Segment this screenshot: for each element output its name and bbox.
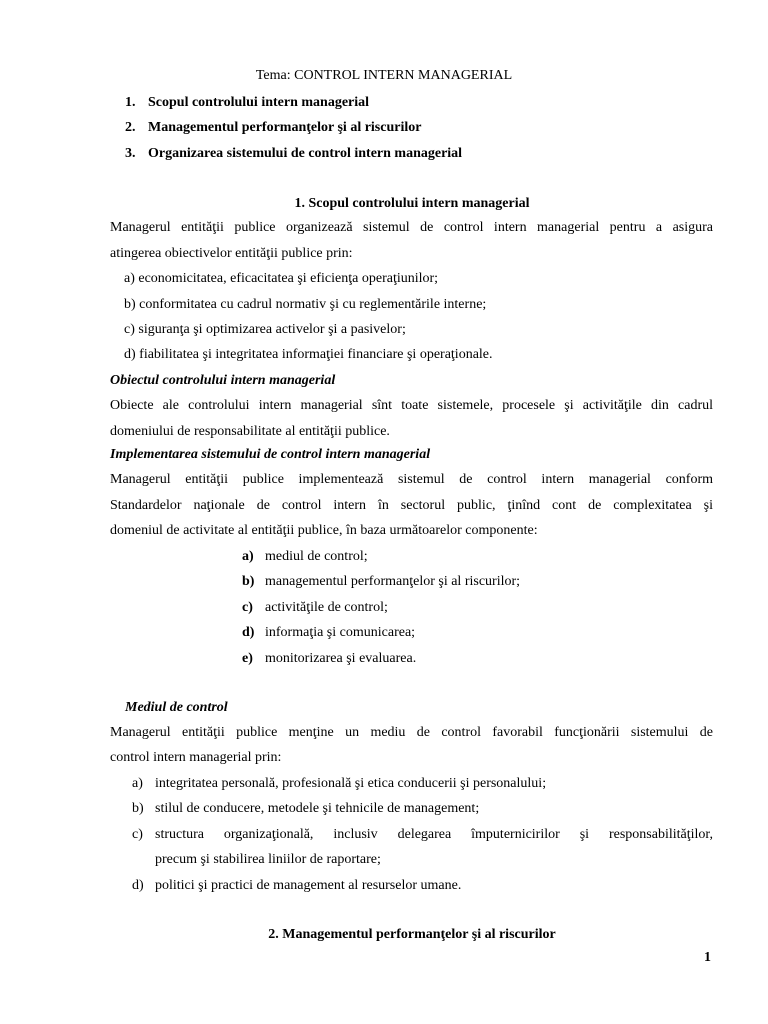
- paragraph-line: atingerea obiectivelor entităţii publice prin:: [110, 246, 353, 261]
- section-heading: 2. Managementul performanţelor şi al riscurilor: [268, 927, 556, 942]
- list-label: a): [132, 776, 143, 791]
- toc-item: Organizarea sistemului de control intern managerial: [148, 146, 463, 161]
- toc-number: 2.: [125, 120, 136, 135]
- list-label: c): [242, 600, 253, 615]
- list-item-continuation: precum şi stabilirea liniilor de raportare;: [155, 852, 381, 867]
- subsection-heading: Mediul de control: [125, 700, 228, 715]
- subsection-heading: Obiectul controlului intern managerial: [110, 373, 336, 388]
- list-label: c): [132, 827, 143, 842]
- list-item: activităţile de control;: [265, 600, 388, 615]
- list-item: monitorizarea şi evaluarea.: [265, 651, 417, 666]
- list-label: a): [242, 549, 254, 564]
- paragraph-line: Managerul entităţii publice implementează sistemul de control intern managerial conform: [110, 472, 713, 487]
- section-heading: 1. Scopul controlului intern managerial: [294, 196, 530, 211]
- paragraph-line: Obiecte ale controlului intern managerial sînt toate sistemele, procesele şi activităţile din cadrul: [110, 398, 713, 413]
- paragraph-line: domeniul de activitate al entităţii publice, în baza următoarelor componente:: [110, 523, 538, 538]
- toc-item: Scopul controlului intern managerial: [148, 95, 370, 110]
- list-item: b) conformitatea cu cadrul normativ şi cu reglementările interne;: [124, 297, 487, 312]
- list-label: e): [242, 651, 253, 666]
- paragraph-line: domeniului de responsabilitate al entităţii publice.: [110, 424, 390, 439]
- list-item: politici şi practici de management al resurselor umane.: [155, 878, 462, 893]
- page-number: 1: [704, 950, 711, 965]
- list-label: b): [242, 574, 255, 589]
- paragraph-line: control intern managerial prin:: [110, 750, 282, 765]
- list-item: a) economicitatea, eficacitatea şi eficienţa operaţiunilor;: [124, 271, 439, 286]
- list-label: b): [132, 801, 144, 816]
- list-item: stilul de conducere, metodele şi tehnicile de management;: [155, 801, 480, 816]
- list-label: d): [242, 625, 255, 640]
- toc-item: Managementul performanţelor şi al riscurilor: [148, 120, 422, 135]
- paragraph-line: Managerul entităţii publice menţine un mediu de control favorabil funcţionării sistemului de: [110, 725, 713, 740]
- list-item: structura organizaţională, inclusiv delegarea împuternicirilor şi responsabilităţilor,: [155, 827, 713, 842]
- toc-number: 3.: [125, 146, 136, 161]
- subsection-heading: Implementarea sistemului de control intern managerial: [110, 447, 431, 462]
- toc-number: 1.: [125, 95, 136, 110]
- list-item: d) fiabilitatea şi integritatea informaţiei financiare şi operaţionale.: [124, 347, 493, 362]
- document-title: Tema: CONTROL INTERN MANAGERIAL: [255, 68, 513, 83]
- paragraph-line: Standardelor naţionale de control intern în sectorul public, ţinînd cont de complexitatea şi: [110, 498, 713, 513]
- list-item: informaţia şi comunicarea;: [265, 625, 416, 640]
- list-item: integritatea personală, profesională şi etica conducerii şi personalului;: [155, 776, 547, 791]
- list-item: managementul performanţelor şi al riscurilor;: [265, 574, 521, 589]
- list-item: c) siguranţa şi optimizarea activelor şi a pasivelor;: [124, 322, 406, 337]
- list-label: d): [132, 878, 144, 893]
- list-item: mediul de control;: [265, 549, 368, 564]
- paragraph-line: Managerul entităţii publice organizează sistemul de control intern managerial pentru a asigura: [110, 220, 713, 235]
